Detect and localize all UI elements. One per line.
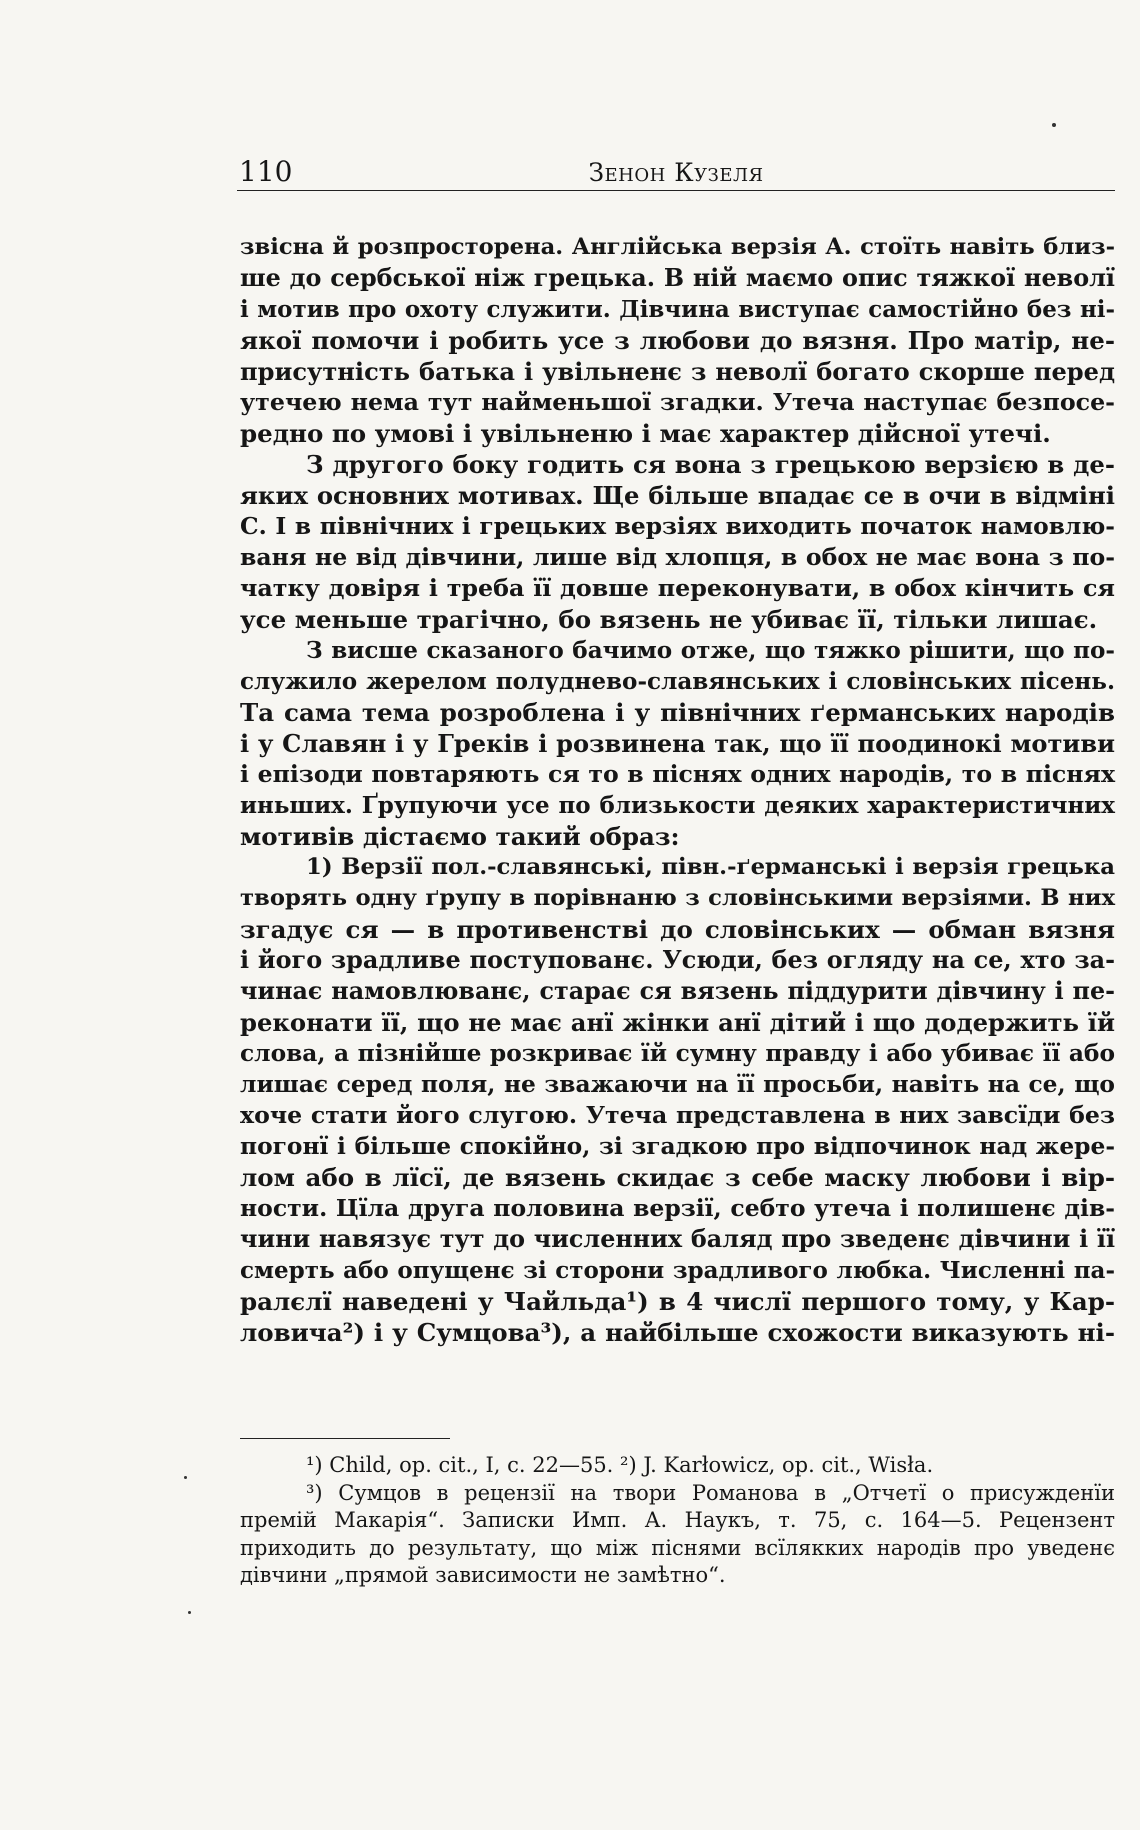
text-line: реконати її, що не має анї жінки анї дітий і що додержить їй <box>240 1008 1115 1037</box>
text-line: якої помочи і робить усе з любови до вязня. Про матір, не- <box>240 326 1115 355</box>
text-line: служило жерелом полуднево-славянських і словінських пісень. <box>240 668 1115 695</box>
text-line: иньших. Ґрупуючи усе по близькости деяких характеристичних <box>240 792 1115 819</box>
running-title: Зенон Кузеля <box>588 158 764 187</box>
text-line: редно по умові і увільненю і має характер дійсної утечі. <box>240 419 1051 448</box>
text-line: і епізоди повтаряють ся то в піснях одних народів, то в піснях <box>240 760 1115 788</box>
text-line: слова, а пізнійше розкриває їй сумну правду і або убиває її або <box>240 1040 1115 1067</box>
text-line: яких основних мотивах. Ще більше впадає се в очи в відміні <box>240 481 1115 510</box>
text-line: З другого боку годить ся вона з грецькою верзією в де- <box>306 450 1115 479</box>
text-line: усе меньше трагічно, бо вязень не убиває її, тільки лишає. <box>240 605 1098 634</box>
text-line: і його зрадливе поступованє. Усюди, без огляду на се, хто за- <box>240 946 1115 974</box>
text-line: звісна й розпросторена. Англійська верзія А. стоїть навіть близ- <box>240 234 1115 260</box>
text-line: 1) Верзії пол.-славянські, півн.-ґерманські і верзія грецька <box>306 854 1115 880</box>
text-line: чини навязує тут до численних баляд про зведенє дівчини і її <box>240 1225 1115 1253</box>
text-line: і мотив про охоту служити. Дівчина виступає самостійно без ні- <box>240 296 1115 323</box>
footnote-line: ¹) Child, op. cit., I, с. 22—55. ²) J. Karłowicz, op. cit., Wisła. <box>306 1453 934 1477</box>
text-line: смерть або опущенє зі сторони зрадливого любка. Численні па- <box>240 1257 1115 1284</box>
print-speck <box>1052 123 1056 127</box>
text-line: чинає намовлюванє, старає ся вязень піддурити дівчину і пе- <box>240 977 1115 1005</box>
text-line: лишає серед поля, не зважаючи на її просьби, навіть на се, що <box>240 1070 1115 1098</box>
text-line: мотивів дістаємо такий образ: <box>240 822 680 851</box>
footnotes <box>240 1452 1115 1590</box>
text-line: ралєлї наведені у Чайльда¹) в 4 числї першого тому, у Кар- <box>240 1287 1115 1316</box>
print-speck <box>188 1611 191 1614</box>
page-number: 110 <box>239 155 293 188</box>
footnote-line: дівчини „прямой зависимости не замѣтно“. <box>240 1563 726 1587</box>
text-line: присутність батька і увільненє з неволї богато скорше перед <box>240 357 1115 386</box>
text-line: Та сама тема розроблена і у північних ґерманських народів <box>240 698 1115 727</box>
text-line: З висше сказаного бачимо отже, що тяжко рішити, що по- <box>306 637 1115 664</box>
text-line: ваня не від дівчини, лише від хлопця, в обох не має вона з по- <box>240 543 1115 571</box>
text-line: утечею нема тут найменьшої згадки. Утеча наступає безпосе- <box>240 388 1115 416</box>
footnote-divider <box>240 1438 450 1439</box>
text-line: погонї і більше спокійно, зі згадкою про відпочинок над жере- <box>240 1133 1115 1160</box>
text-line: згадує ся — в противенстві до словінських — обман вязня <box>240 915 1115 944</box>
footnote-line: ³) Сумцов в рецензії на твори Романова в „Отчетї о присужденїи <box>306 1480 1115 1505</box>
footnote-line: приходить до результату, що між піснями всїлякких народів про уведенє <box>240 1535 1115 1560</box>
footnote-line: премій Макарія“. Записки Имп. А. Наукъ, т. 75, с. 164—5. Рецензент <box>240 1508 1115 1532</box>
main-text <box>240 232 1115 1348</box>
text-line: і у Славян і у Греків і розвинена так, що її поодинокі мотиви <box>240 729 1115 758</box>
text-line: лом або в лїсї, де вязень скидає з себе маску любови і вір- <box>240 1163 1115 1192</box>
text-line: хоче стати його слугою. Утеча представлена в них завсїди без <box>240 1101 1115 1129</box>
text-line: ше до сербської ніж грецька. В ній маємо опис тяжкої неволї <box>240 264 1115 292</box>
page-header <box>237 154 1115 191</box>
text-line: С. І в північних і грецьких верзіях виходить початок намовлю- <box>240 512 1115 540</box>
text-line: чатку довіря і треба її довше переконувати, в обох кінчить ся <box>240 574 1115 602</box>
text-line: творять одну ґрупу в порівнаню з словінськими верзіями. В них <box>240 885 1115 911</box>
print-speck <box>184 1476 187 1479</box>
text-line: ности. Цїла друга половина верзії, себто утеча і полишенє дів- <box>240 1194 1115 1222</box>
text-line: ловича²) і у Сумцова³), а найбільше схожости виказують ні- <box>240 1318 1115 1347</box>
